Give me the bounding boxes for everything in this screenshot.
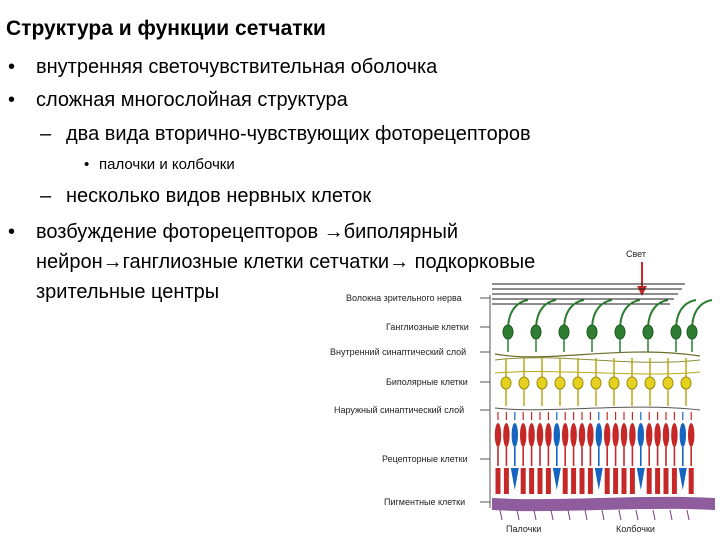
rod-outer-segment xyxy=(563,468,568,494)
bullet-excitation-line3: зрительные центры xyxy=(36,281,220,303)
layer-label-receptor-cells: Рецепторные клетки xyxy=(382,454,468,464)
pigment-process xyxy=(670,510,672,520)
cones-label: Колбочки xyxy=(616,524,655,534)
rod-body xyxy=(612,423,618,447)
cone-outer-segment xyxy=(637,468,645,490)
sub-bullet-text: два вида вторично-чувствующих фоторецепторов xyxy=(66,123,531,145)
bipolar-cell xyxy=(663,377,673,389)
ganglion-cell xyxy=(643,325,653,339)
cone-body xyxy=(680,423,686,447)
sub-bullet-text: несколько видов нервных клеток xyxy=(66,185,372,207)
ganglion-cell-layer xyxy=(503,300,712,352)
rod-outer-segment xyxy=(647,468,652,494)
bipolar-cell xyxy=(591,377,601,389)
ganglion-axon xyxy=(692,300,712,330)
cone-body xyxy=(638,423,644,447)
rod-outer-segment xyxy=(672,468,677,494)
pigment-process xyxy=(653,510,655,520)
bipolar-cell xyxy=(555,377,565,389)
ganglion-cell xyxy=(531,325,541,339)
rod-body xyxy=(495,423,501,447)
bipolar-cell xyxy=(537,377,547,389)
dash-marker: – xyxy=(40,185,52,207)
rod-outer-segment xyxy=(521,468,526,494)
layer-label-pigment-cells: Пигментные клетки xyxy=(384,497,466,507)
cone-body xyxy=(596,423,602,447)
bullet-text: внутренняя светочувствительная оболочка xyxy=(36,56,438,78)
pigment-process xyxy=(636,510,638,520)
pigment-process xyxy=(602,510,604,520)
layer-label-optic-nerve-fibers: Волокна зрительного нерва xyxy=(346,293,462,303)
ganglion-cell xyxy=(687,325,697,339)
pigment-process xyxy=(568,510,570,520)
bipolar-cell xyxy=(573,377,583,389)
rod-body xyxy=(663,423,669,447)
inner-synaptic-line xyxy=(495,352,700,357)
pigment-process xyxy=(517,510,519,520)
cone-outer-segment xyxy=(595,468,603,490)
bullet-marker: • xyxy=(8,89,16,111)
bipolar-cell-layer xyxy=(495,358,700,406)
rod-outer-segment xyxy=(622,468,627,494)
rod-body xyxy=(537,423,543,447)
bullet-excitation-line2: нейрон→ганглиозные клетки сетчатки→ подкорковые xyxy=(36,251,536,273)
rod-body xyxy=(587,423,593,447)
ganglion-cell xyxy=(559,325,569,339)
rod-body xyxy=(604,423,610,447)
layer-labels xyxy=(330,293,490,507)
ganglion-cell xyxy=(503,325,513,339)
dash-marker: – xyxy=(40,123,52,145)
rod-body xyxy=(629,423,635,447)
layer-label-ganglion-cells: Ганглиозные клетки xyxy=(386,322,469,332)
bullet-text: возбуждение фоторецепторов →биполярный xyxy=(36,221,459,243)
cone-outer-segment xyxy=(511,468,519,490)
horizontal-cell-process xyxy=(495,372,700,374)
rod-outer-segment xyxy=(664,468,669,494)
inner-synaptic-layer xyxy=(495,352,700,362)
inner-synaptic-line xyxy=(495,358,700,363)
rod-body xyxy=(545,423,551,447)
bipolar-cell xyxy=(627,377,637,389)
rod-outer-segment xyxy=(546,468,551,494)
layer-label-inner-synaptic: Внутренний синаптический слой xyxy=(330,347,467,357)
bipolar-cell xyxy=(645,377,655,389)
ganglion-cell xyxy=(587,325,597,339)
bipolar-cell xyxy=(519,377,529,389)
pigment-cell-layer xyxy=(492,497,715,520)
layer-label-outer-synaptic: Наружный синаптический слой xyxy=(334,405,465,415)
cone-outer-segment xyxy=(679,468,687,490)
rod-body xyxy=(621,423,627,447)
rod-body xyxy=(646,423,652,447)
rods-label: Палочки xyxy=(506,524,542,534)
bipolar-cell xyxy=(681,377,691,389)
cone-body xyxy=(554,423,560,447)
receptor-cell-layer xyxy=(495,412,695,494)
rod-outer-segment xyxy=(605,468,610,494)
bipolar-cell xyxy=(609,377,619,389)
bipolar-cell xyxy=(501,377,511,389)
sub-sub-bullet-text: палочки и колбочки xyxy=(99,156,235,173)
outer-synaptic-line xyxy=(495,407,700,410)
rod-outer-segment xyxy=(580,468,585,494)
cone-body xyxy=(512,423,518,447)
rod-outer-segment xyxy=(588,468,593,494)
rod-body xyxy=(671,423,677,447)
bullet-marker: • xyxy=(8,56,16,78)
rod-outer-segment xyxy=(655,468,660,494)
rod-body xyxy=(562,423,568,447)
rod-outer-segment xyxy=(504,468,509,494)
rod-outer-segment xyxy=(496,468,501,494)
rod-body xyxy=(520,423,526,447)
rod-outer-segment xyxy=(529,468,534,494)
pigment-process xyxy=(500,510,502,520)
rod-outer-segment xyxy=(630,468,635,494)
pigment-process xyxy=(534,510,536,520)
bullet-marker: • xyxy=(8,221,16,243)
rod-body xyxy=(688,423,694,447)
optic-nerve-fibers xyxy=(492,284,685,304)
rod-outer-segment xyxy=(538,468,543,494)
bullet-marker: • xyxy=(84,156,90,173)
pigment-band xyxy=(492,497,715,511)
pigment-process xyxy=(619,510,621,520)
rod-body xyxy=(654,423,660,447)
light-label: Свет xyxy=(626,249,647,259)
retina-diagram xyxy=(320,240,720,540)
rod-outer-segment xyxy=(613,468,618,494)
bullet-text: сложная многослойная структура xyxy=(36,89,348,111)
outer-synaptic-layer xyxy=(495,407,700,410)
pigment-process xyxy=(551,510,553,520)
ganglion-cell xyxy=(615,325,625,339)
rod-outer-segment xyxy=(689,468,694,494)
ganglion-cell xyxy=(671,325,681,339)
rod-outer-segment xyxy=(571,468,576,494)
rod-body xyxy=(503,423,509,447)
slide-title: Структура и функции сетчатки xyxy=(6,17,326,40)
pigment-process xyxy=(585,510,587,520)
cone-outer-segment xyxy=(553,468,561,490)
pigment-process xyxy=(687,510,689,520)
rod-body xyxy=(570,423,576,447)
rod-body xyxy=(528,423,534,447)
rod-body xyxy=(579,423,585,447)
layer-label-bipolar-cells: Биполярные клетки xyxy=(386,377,468,387)
